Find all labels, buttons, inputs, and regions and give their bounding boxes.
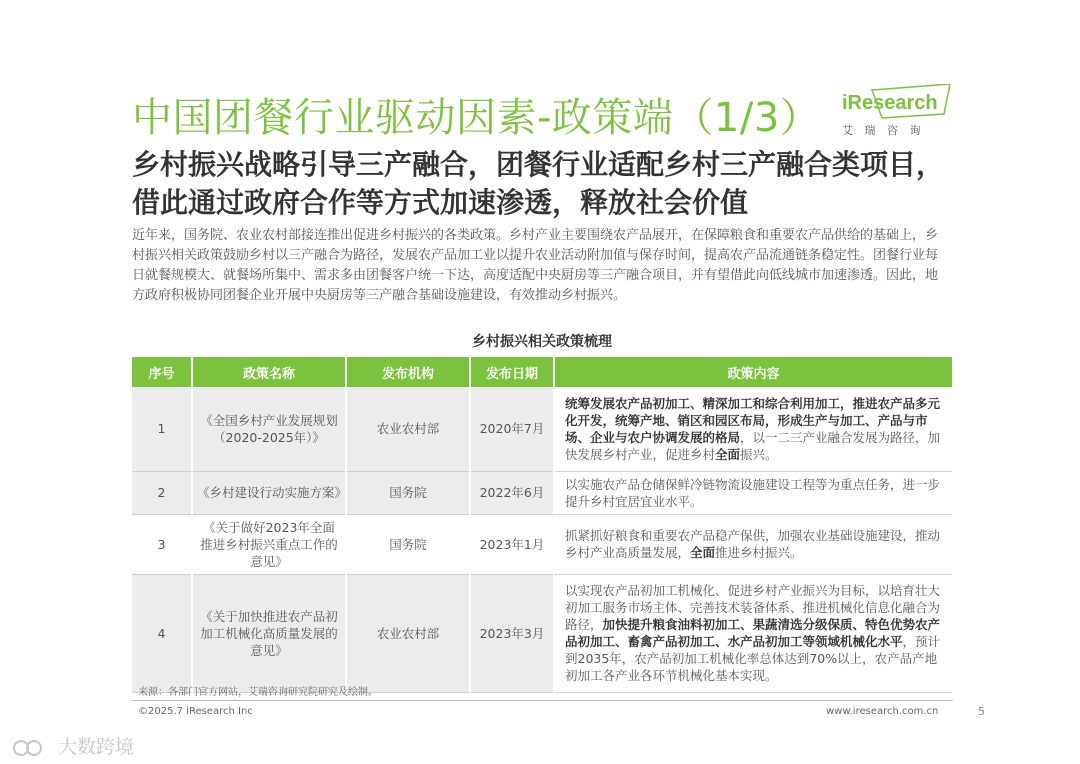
content-text: ，以一二三产业融合发展为路径，加快发展乡村产业，促进乡村 bbox=[565, 429, 941, 462]
cell-date: 2023年1月 bbox=[470, 514, 554, 574]
highlight-text: 全面 bbox=[690, 545, 716, 560]
copyright: ©2025.7 iResearch Inc bbox=[138, 706, 253, 717]
header-content: 政策内容 bbox=[554, 357, 953, 387]
page-number: 5 bbox=[978, 705, 985, 718]
logo-wordmark: iResearch bbox=[842, 92, 938, 114]
header-org: 发布机构 bbox=[346, 357, 470, 387]
cell-no: 3 bbox=[132, 514, 192, 574]
table-title: 乡村振兴相关政策梳理 bbox=[472, 334, 612, 350]
website: www.iresearch.com.cn bbox=[826, 706, 939, 717]
cell-no: 2 bbox=[132, 471, 192, 514]
cell-date: 2023年3月 bbox=[470, 574, 554, 692]
watermark-text: 大数跨境 bbox=[58, 736, 135, 758]
logo-chinese: 艾 瑞 咨 询 bbox=[842, 124, 925, 137]
content-text: 推进乡村振兴。 bbox=[715, 545, 803, 560]
cell-org: 农业农村部 bbox=[346, 387, 470, 471]
highlight-text: 统筹发展农产品初加工、精深加工和综合利用加工，推进农产品多元化开发，统筹产地、销区和园区布局，形成生产与加工、产品与市场、企业与农户协调发展的格局 bbox=[565, 395, 941, 445]
table-row bbox=[132, 471, 953, 514]
content-text: ，预计到2035年，农产品初加工机械化率总体达到70%以上，农产品产地初加工各产业各环节机械化基本实现。 bbox=[565, 634, 941, 683]
cell-content bbox=[554, 387, 953, 471]
source-note: 来源：各部门官方网站，艾瑞咨询研究院研究及绘制。 bbox=[138, 687, 378, 698]
cell-name: 《乡村建设行动实施方案》 bbox=[192, 471, 346, 514]
cell-no: 4 bbox=[132, 574, 192, 692]
watermark-logo-icon bbox=[12, 737, 52, 759]
cell-name: 《全国乡村产业发展规划（2020-2025年）》 bbox=[192, 387, 346, 471]
cell-name: 《关于加快推进农产品初加工机械化高质量发展的意见》 bbox=[192, 574, 346, 692]
cell-content bbox=[554, 471, 953, 514]
policy-table bbox=[132, 357, 954, 693]
watermark bbox=[12, 732, 134, 759]
content-text: 以实现农产品初加工机械化、促进乡村产业振兴为目标，以培育壮大初加工服务市场主体、完善技术装备体系、推进机械化信息化融合为路径， bbox=[565, 583, 941, 632]
header-no: 序号 bbox=[132, 357, 192, 387]
cell-org: 国务院 bbox=[346, 514, 470, 574]
highlight-text: 全面 bbox=[715, 446, 741, 462]
table-header-row bbox=[132, 357, 953, 387]
iresearch-logo bbox=[842, 84, 954, 138]
cell-date: 2022年6月 bbox=[470, 471, 554, 514]
cell-name: 《关于做好2023年全面推进乡村振兴重点工作的意见》 bbox=[192, 514, 346, 574]
content-text: 抓紧抓好粮食和重要农产品稳产保供，加强农业基础设施建设，推动乡村产业高质量发展， bbox=[565, 528, 941, 560]
page-title: 中国团餐行业驱动因素-政策端（1/3） bbox=[132, 95, 821, 141]
intro-paragraph: 近年来，国务院、农业农村部接连推出促进乡村振兴的各类政策。乡村产业主要围绕农产品展开，在保障粮食和重要农产品供给的基础上，乡村振兴相关政策鼓励乡村以三产融合为路径，发展农产品加工业以提升农业活动附加值与保存时间，提高农产品流通链条稳定性。团餐行业每日就餐规模大、就餐场所集中、需求多由团餐客户统一下达，高度适配中央厨房等三产融合项目，并有望借此向低线城市加速渗透。因此，地方政府积极协同团餐企业开展中央厨房等三产融合基础设施建设，有效推动乡村振兴。 bbox=[132, 228, 939, 303]
page-subtitle: 乡村振兴战略引导三产融合，团餐行业适配乡村三产融合类项目，借此通过政府合作等方式加速渗透，释放社会价值 bbox=[132, 148, 945, 219]
table-row bbox=[132, 574, 953, 692]
header-date: 发布日期 bbox=[470, 357, 554, 387]
cell-org: 农业农村部 bbox=[346, 574, 470, 692]
cell-org: 国务院 bbox=[346, 471, 470, 514]
highlight-text: 加快提升粮食油料初加工、果蔬清选分级保质、特色优势农产品初加工、畜禽产品初加工、水产品初加工等领域机械化水平 bbox=[565, 617, 941, 649]
footer-divider bbox=[132, 700, 953, 701]
cell-content bbox=[554, 574, 953, 692]
content-text: 以实施农产品仓储保鲜冷链物流设施建设工程等为重点任务，进一步提升乡村宜居宜业水平。 bbox=[565, 476, 941, 509]
header-name: 政策名称 bbox=[192, 357, 346, 387]
cell-no: 1 bbox=[132, 387, 192, 471]
cell-date: 2020年7月 bbox=[470, 387, 554, 471]
table-row bbox=[132, 387, 953, 471]
cell-content bbox=[554, 514, 953, 574]
table-row bbox=[132, 514, 953, 574]
content-text: 振兴。 bbox=[740, 446, 778, 462]
